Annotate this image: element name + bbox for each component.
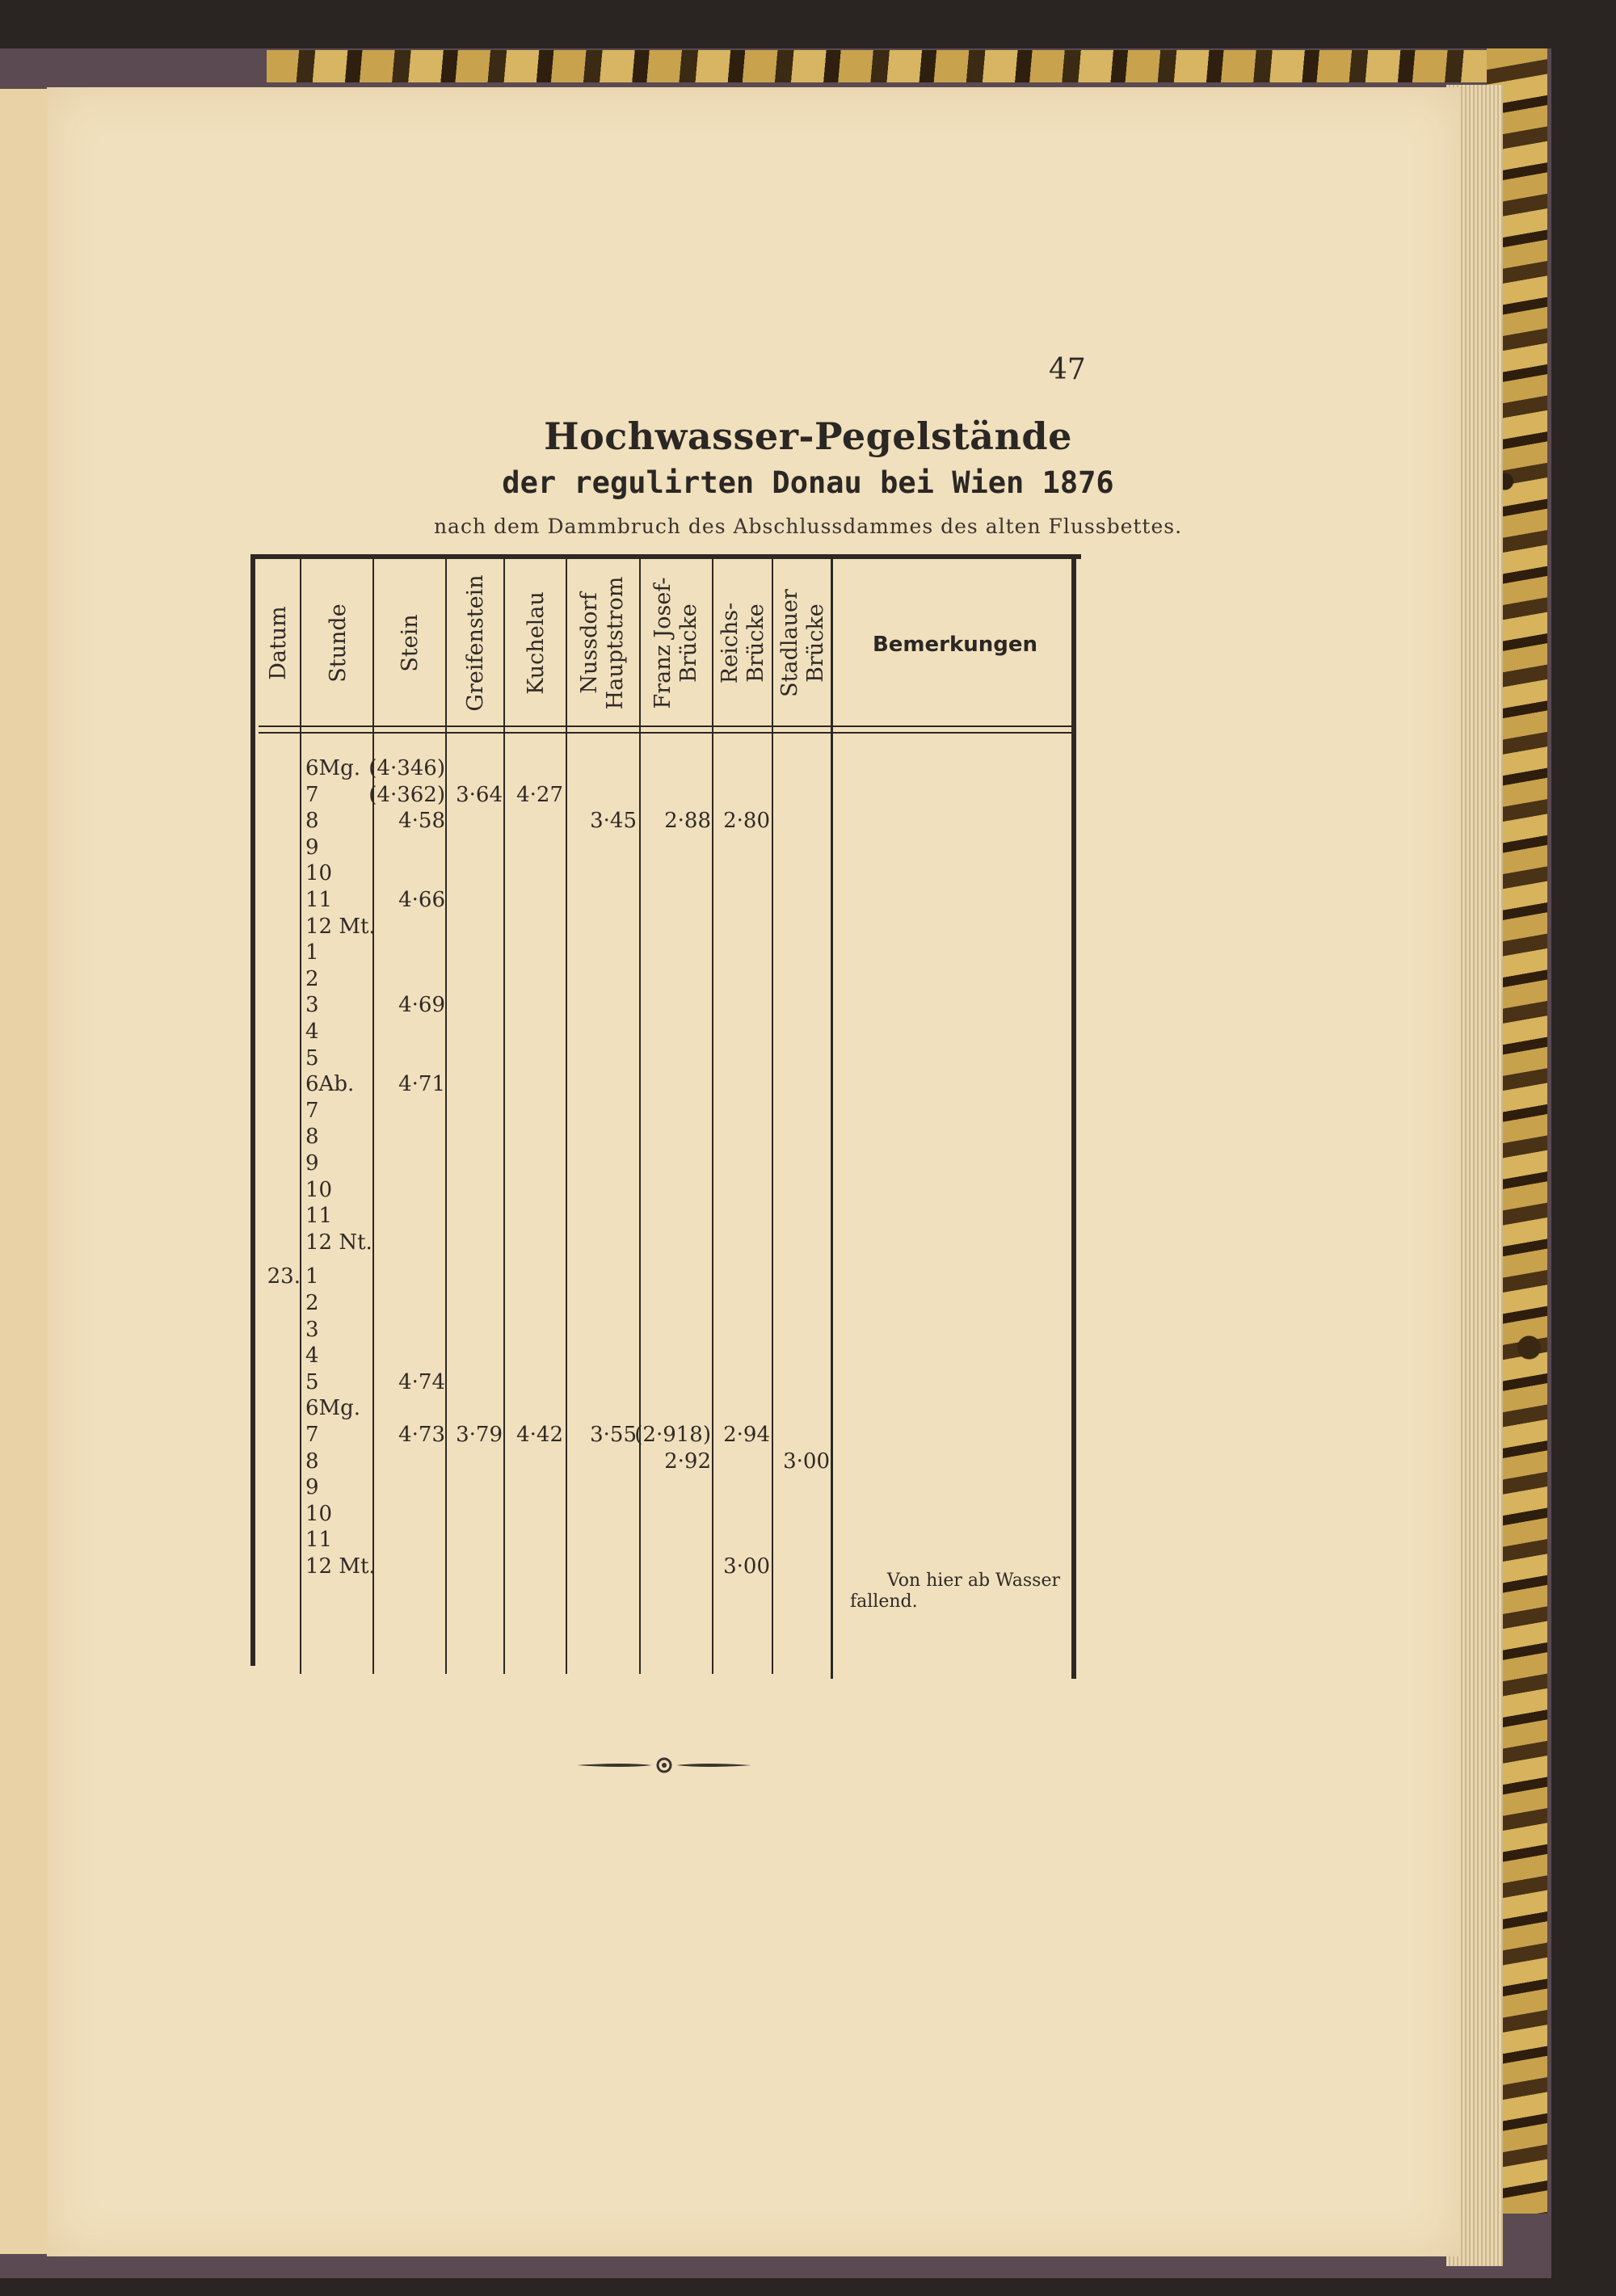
hour-cell: 11	[305, 1528, 333, 1553]
ornament-divider-icon	[575, 1756, 753, 1775]
hour-cell: 8	[305, 1449, 319, 1474]
remark-cell	[850, 1571, 1060, 1613]
kuchelau-cell: 4·27	[516, 782, 563, 807]
col-sep-stein	[372, 559, 374, 1674]
col-sep-franz-josef	[639, 559, 641, 1674]
col-sep-stadlauer	[772, 559, 773, 1674]
header-stadlauer: Stadlauer Brücke	[777, 589, 828, 697]
stein-cell: 4·58	[398, 809, 445, 834]
hour-cell: 12 Mt.	[305, 1554, 376, 1579]
hour-cell: 9	[305, 835, 319, 860]
stein-cell: 4·66	[398, 888, 445, 912]
hour-cell: 12 Mt.	[305, 914, 376, 939]
reichs-cell: 2·94	[723, 1423, 770, 1447]
header-stunde: Stunde	[326, 603, 351, 683]
page-subtitle: der regulirten Donau bei Wien 1876	[502, 465, 1114, 500]
header-datum: Datum	[266, 606, 291, 680]
hour-cell: 10	[305, 1177, 333, 1202]
stadlauer-cell: 3·00	[783, 1449, 830, 1474]
hour-cell: 5	[305, 1369, 319, 1394]
reichs-cell: 2·80	[723, 809, 770, 834]
header-remarks: Bemerkungen	[872, 633, 1038, 657]
page-caption: nach dem Dammbruch des Abschlussdammes des alten Flussbettes.	[433, 515, 1183, 538]
hour-cell: 10	[305, 1501, 333, 1526]
hour-cell: 12 Nt.	[305, 1230, 372, 1255]
stein-cell: 4·74	[398, 1369, 445, 1394]
hour-cell: 4	[305, 1020, 319, 1044]
hour-cell: 11	[305, 888, 333, 912]
hour-cell: 7	[305, 1423, 319, 1447]
header-reichs: Reichs-Brücke	[718, 602, 768, 684]
kuchelau-cell: 4·42	[516, 1423, 563, 1447]
hour-cell: 3	[305, 1317, 319, 1342]
header-greifenstein: Greifenstein	[463, 574, 488, 712]
remark-line-2: fallend.	[850, 1592, 918, 1612]
header-bottom-rule-2	[259, 732, 1071, 734]
col-sep-remarks	[831, 559, 833, 1679]
remark-line-1: Von hier ab Wasser	[886, 1571, 1060, 1591]
header-kuchelau: Kuchelau	[524, 591, 549, 695]
nussdorf-cell: 3·45	[590, 809, 637, 834]
hour-cell: 1	[305, 940, 319, 965]
stein-cell: 4·71	[398, 1072, 445, 1097]
stein-cell: 4·73	[398, 1423, 445, 1447]
hour-cell: 8	[305, 1125, 319, 1150]
hour-cell: 9	[305, 1475, 319, 1500]
hour-cell: 7	[305, 1098, 319, 1123]
table-top-rule	[252, 554, 1081, 559]
franz-josef-cell: (2·918)	[634, 1423, 711, 1447]
hour-cell: 6Ab.	[305, 1072, 355, 1097]
table-left-border	[250, 554, 255, 1666]
datum-cell: 23.	[267, 1264, 301, 1289]
col-sep-stunde	[300, 559, 301, 1674]
stein-cell: (4·346)	[368, 756, 445, 780]
hour-cell: 11	[305, 1204, 333, 1229]
col-sep-reichs	[712, 559, 713, 1674]
nussdorf-cell: 3·55	[590, 1423, 637, 1447]
greifenstein-cell: 3·64	[456, 782, 503, 807]
stein-cell: (4·362)	[368, 782, 445, 807]
hour-cell: 9	[305, 1151, 319, 1175]
greifenstein-cell: 3·79	[456, 1423, 503, 1447]
hour-cell: 8	[305, 809, 319, 834]
hour-cell: 10	[305, 861, 333, 886]
header-franz-josef: Franz Josef-Brücke	[650, 577, 701, 709]
header-nussdorf: Nussdorf Hauptstrom	[577, 576, 628, 710]
hour-cell: 2	[305, 1291, 319, 1315]
table-right-border	[1071, 554, 1076, 1679]
franz-josef-cell: 2·92	[664, 1449, 711, 1474]
stein-cell: 4·69	[398, 993, 445, 1018]
header-bottom-rule	[259, 725, 1071, 727]
hour-cell: 4	[305, 1344, 319, 1369]
hour-cell: 7	[305, 782, 319, 807]
hour-cell: 6Mg.	[305, 1396, 361, 1421]
hour-cell: 5	[305, 1045, 319, 1070]
reichs-cell: 3·00	[723, 1554, 770, 1579]
col-sep-greifenstein	[445, 559, 447, 1674]
hour-cell: 2	[305, 966, 319, 991]
header-stein: Stein	[398, 614, 423, 672]
franz-josef-cell: 2·88	[664, 809, 711, 834]
page-title: Hochwasser-Pegelstände	[544, 414, 1072, 458]
page-number: 47	[1049, 353, 1086, 386]
hour-cell: 1	[305, 1264, 319, 1289]
col-sep-kuchelau	[503, 559, 505, 1674]
hour-cell: 6Mg.	[305, 756, 361, 780]
col-sep-nussdorf	[566, 559, 567, 1674]
hour-cell: 3	[305, 993, 319, 1018]
